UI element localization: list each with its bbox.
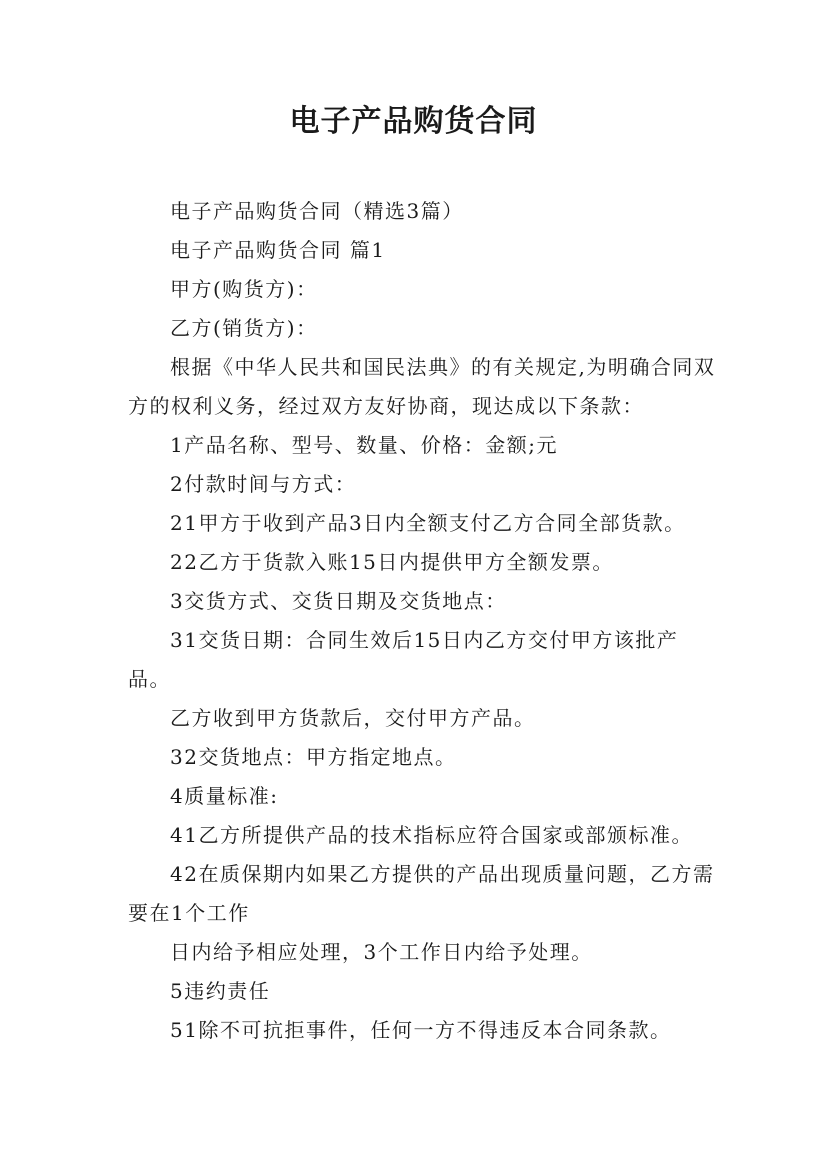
paragraph: 31交货日期：合同生效后15日内乙方交付甲方该批产品。: [128, 628, 679, 691]
paragraph: 1产品名称、型号、数量、价格：金额;元: [170, 433, 558, 457]
paragraph: 51除不可抗拒事件，任何一方不得违反本合同条款。: [170, 1018, 672, 1042]
document-body: [128, 192, 718, 1050]
paragraph: 乙方收到甲方货款后，交付甲方产品。: [170, 706, 536, 730]
paragraph: 3交货方式、交货日期及交货地点：: [170, 589, 507, 613]
paragraph: 电子产品购货合同（精选3篇）: [170, 199, 464, 223]
paragraph: 电子产品购货合同 篇1: [170, 238, 386, 262]
paragraph: 32交货地点：甲方指定地点。: [170, 745, 457, 769]
paragraph: 根据《中华人民共和国民法典》的有关规定,为明确合同双方的权利义务，经过双方友好协商，现达成以下条款：: [128, 355, 716, 418]
paragraph: 5违约责任: [170, 979, 271, 1003]
paragraph: 甲方(购货方)：: [170, 277, 318, 301]
paragraph: 4质量标准:: [170, 784, 279, 808]
paragraph: 42在质保期内如果乙方提供的产品出现质量问题，乙方需要在1个工作: [128, 862, 715, 925]
paragraph: 乙方(销货方)：: [170, 316, 318, 340]
paragraph: 21甲方于收到产品3日内全额支付乙方合同全部货款。: [170, 511, 686, 535]
paragraph: 2付款时间与方式：: [170, 472, 357, 496]
document-title: 电子产品购货合同: [289, 104, 538, 139]
paragraph: 41乙方所提供产品的技术指标应符合国家或部颁标准。: [170, 823, 693, 847]
paragraph: 日内给予相应处理，3个工作日内给予处理。: [170, 940, 593, 964]
paragraph: 22乙方于货款入账15日内提供甲方全额发票。: [170, 550, 614, 574]
